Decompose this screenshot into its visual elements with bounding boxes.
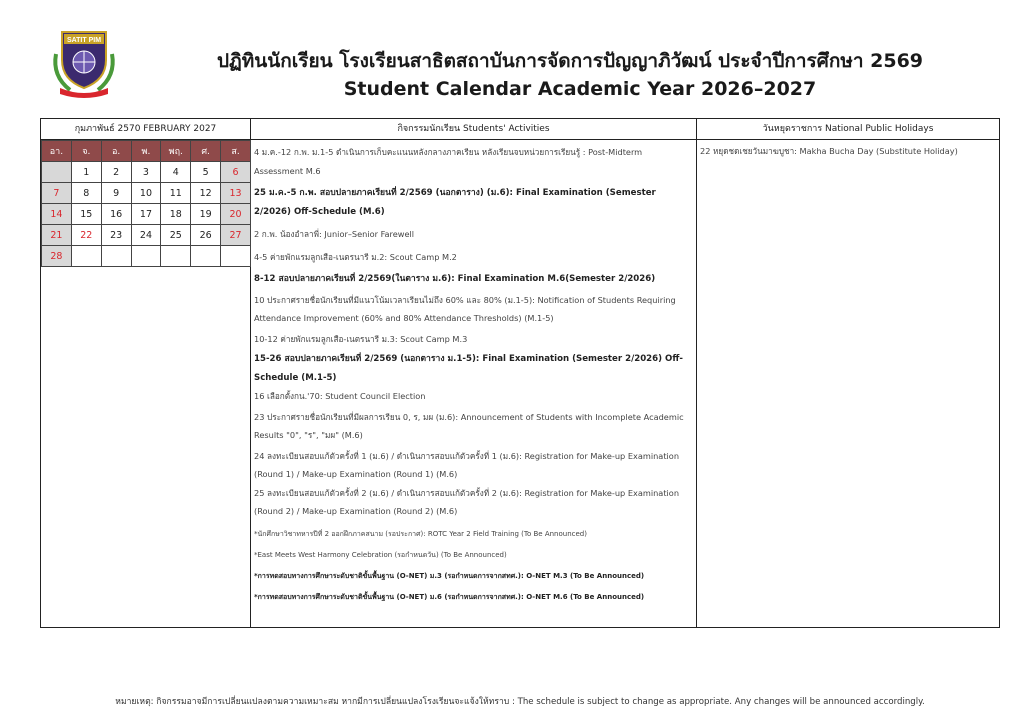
month-grid bbox=[41, 140, 251, 267]
holidays-column bbox=[697, 119, 999, 627]
activity-item: 15-26 สอบปลายภาคเรียนที่ 2/2569 (นอกตาราง ม.1-5): Final Examination (Semester 2/2026) Off-Schedule (M.1-5) bbox=[254, 354, 683, 383]
day-cell: 5 bbox=[191, 162, 221, 183]
day-cell-holiday: 22 bbox=[71, 225, 101, 246]
day-cell: 4 bbox=[161, 162, 191, 183]
day-cell-empty bbox=[131, 246, 161, 267]
day-cell-empty bbox=[221, 246, 251, 267]
activity-item: 25 ลงทะเบียนสอบแก้ตัวครั้งที่ 2 (ม.6) / ดำเนินการสอบแก้ตัวครั้งที่ 2 (ม.6): Registration for Make-up Examination (Round 2) / Make-up Examination (Round 2) (M.6) bbox=[254, 487, 680, 516]
activities-list bbox=[251, 140, 696, 603]
holidays-header: วันหยุดราชการ National Public Holidays bbox=[697, 119, 999, 140]
activities-column bbox=[251, 119, 697, 627]
day-cell: 12 bbox=[191, 183, 221, 204]
weekday-mon: จ. bbox=[71, 141, 101, 162]
day-cell-weekend: 13 bbox=[221, 183, 251, 204]
month-column bbox=[41, 119, 251, 627]
day-cell-weekend: 6 bbox=[221, 162, 251, 183]
activity-item: 2 ก.พ. น้องอำลาพี่: Junior–Senior Farewell bbox=[254, 229, 415, 239]
day-cell-empty bbox=[101, 246, 131, 267]
day-cell: 8 bbox=[71, 183, 101, 204]
logo-text: SATIT PIM bbox=[66, 37, 102, 44]
day-cell: 15 bbox=[71, 204, 101, 225]
day-cell: 9 bbox=[101, 183, 131, 204]
activity-item: *East Meets West Harmony Celebration (รอกำหนดวัน) (To Be Announced) bbox=[254, 550, 507, 559]
activity-item: *การทดสอบทางการศึกษาระดับชาติขั้นพื้นฐาน (O-NET) ม.6 (รอกำหนดการจากสทศ.): O-NET M.6 (To Be Announced) bbox=[254, 592, 645, 601]
activities-header: กิจกรรมนักเรียน Students' Activities bbox=[251, 119, 696, 140]
day-cell-weekend: 20 bbox=[221, 204, 251, 225]
activity-item: 24 ลงทะเบียนสอบแก้ตัวครั้งที่ 1 (ม.6) / ดำเนินการสอบแก้ตัวครั้งที่ 1 (ม.6): Registration for Make-up Examination (Round 1) / Make-up Examination (Round 1) (M.6) bbox=[254, 450, 680, 479]
day-cell-weekend: 28 bbox=[42, 246, 72, 267]
weekday-fri: ศ. bbox=[191, 141, 221, 162]
activity-item: *นักศึกษาวิชาทหารปีที่ 2 ออกฝึกภาคสนาม (รอประกาศ): ROTC Year 2 Field Training (To Be Announced) bbox=[254, 529, 587, 538]
day-cell: 26 bbox=[191, 225, 221, 246]
day-cell: 11 bbox=[161, 183, 191, 204]
day-cell: 2 bbox=[101, 162, 131, 183]
activity-item: *การทดสอบทางการศึกษาระดับชาติขั้นพื้นฐาน (O-NET) ม.3 (รอกำหนดการจากสทศ.): O-NET M.3 (To Be Announced) bbox=[254, 571, 645, 580]
weekday-sat: ส. bbox=[221, 141, 251, 162]
weekday-thu: พฤ. bbox=[161, 141, 191, 162]
day-cell: 23 bbox=[101, 225, 131, 246]
day-cell-weekend: 21 bbox=[42, 225, 72, 246]
day-cell: 18 bbox=[161, 204, 191, 225]
day-cell-empty bbox=[42, 162, 72, 183]
day-cell: 17 bbox=[131, 204, 161, 225]
day-cell-weekend: 7 bbox=[42, 183, 72, 204]
school-logo bbox=[48, 24, 120, 100]
weekday-sun: อา. bbox=[42, 141, 72, 162]
title-thai: ปฏิทินนักเรียน โรงเรียนสาธิตสถาบันการจัดการปัญญาภิวัฒน์ ประจำปีการศึกษา 2569 bbox=[216, 50, 924, 72]
day-cell: 3 bbox=[131, 162, 161, 183]
activity-item: 4-5 ค่ายพักแรมลูกเสือ-เนตรนารี ม.2: Scout Camp M.2 bbox=[254, 251, 457, 262]
holiday-item: 22 หยุดชดเชยวันมาฆบูชา: Makha Bucha Day (Substitute Holiday) bbox=[700, 146, 958, 156]
day-cell-weekend: 14 bbox=[42, 204, 72, 225]
day-cell: 16 bbox=[101, 204, 131, 225]
month-header: กุมภาพันธ์ 2570 FEBRUARY 2027 bbox=[41, 119, 250, 140]
day-cell: 10 bbox=[131, 183, 161, 204]
calendar-frame bbox=[40, 118, 1000, 628]
activity-item: 4 ม.ค.-12 ก.พ. ม.1-5 ดำเนินการเก็บคะแนนหลังกลางภาคเรียน หลังเรียนจบหน่วยการเรียนรู้ : Post-Midterm Assessment M.6 bbox=[254, 147, 643, 176]
activity-item: 8-12 สอบปลายภาคเรียนที่ 2/2569(ในตาราง ม.6): Final Examination M.6(Semester 2/2026) bbox=[254, 274, 656, 284]
day-cell-empty bbox=[191, 246, 221, 267]
activity-item: 25 ม.ค.-5 ก.พ. สอบปลายภาคเรียนที่ 2/2569 (นอกตาราง) (ม.6): Final Examination (Semester 2/2026) Off-Schedule (M.6) bbox=[254, 188, 656, 217]
weekday-tue: อ. bbox=[101, 141, 131, 162]
day-cell: 24 bbox=[131, 225, 161, 246]
activity-item: 10-12 ค่ายพักแรมลูกเสือ-เนตรนารี ม.3: Scout Camp M.3 bbox=[254, 333, 468, 344]
day-cell: 1 bbox=[71, 162, 101, 183]
weekday-wed: พ. bbox=[131, 141, 161, 162]
day-cell: 19 bbox=[191, 204, 221, 225]
day-cell: 25 bbox=[161, 225, 191, 246]
title-english: Student Calendar Academic Year 2026–2027 bbox=[343, 78, 817, 100]
day-cell-weekend: 27 bbox=[221, 225, 251, 246]
activity-item: 16 เลือกตั้งกน.'70: Student Council Election bbox=[254, 391, 426, 401]
day-cell-empty bbox=[161, 246, 191, 267]
activity-item: 23 ประกาศรายชื่อนักเรียนที่มีผลการเรียน 0, ร, มผ (ม.6): Announcement of Students with Incomplete Academic Results "0", "ร", "มผ" (M.6) bbox=[254, 411, 684, 440]
day-cell-empty bbox=[71, 246, 101, 267]
activity-item: 10 ประกาศรายชื่อนักเรียนที่มีแนวโน้มเวลาเรียนไม่ถึง 60% และ 80% (ม.1-5): Notification of Students Requiring Attendance Improvement (60% and 80% Attendance Thresholds) (M.1-5) bbox=[254, 294, 676, 323]
footer-note: หมายเหตุ: กิจกรรมอาจมีการเปลี่ยนแปลงตามความเหมาะสม หากมีการเปลี่ยนแปลงโรงเรียนจะแจ้งให้ทราบ : The schedule is subject to change as appropriate. Any changes will be announced accordingly. bbox=[115, 697, 925, 707]
